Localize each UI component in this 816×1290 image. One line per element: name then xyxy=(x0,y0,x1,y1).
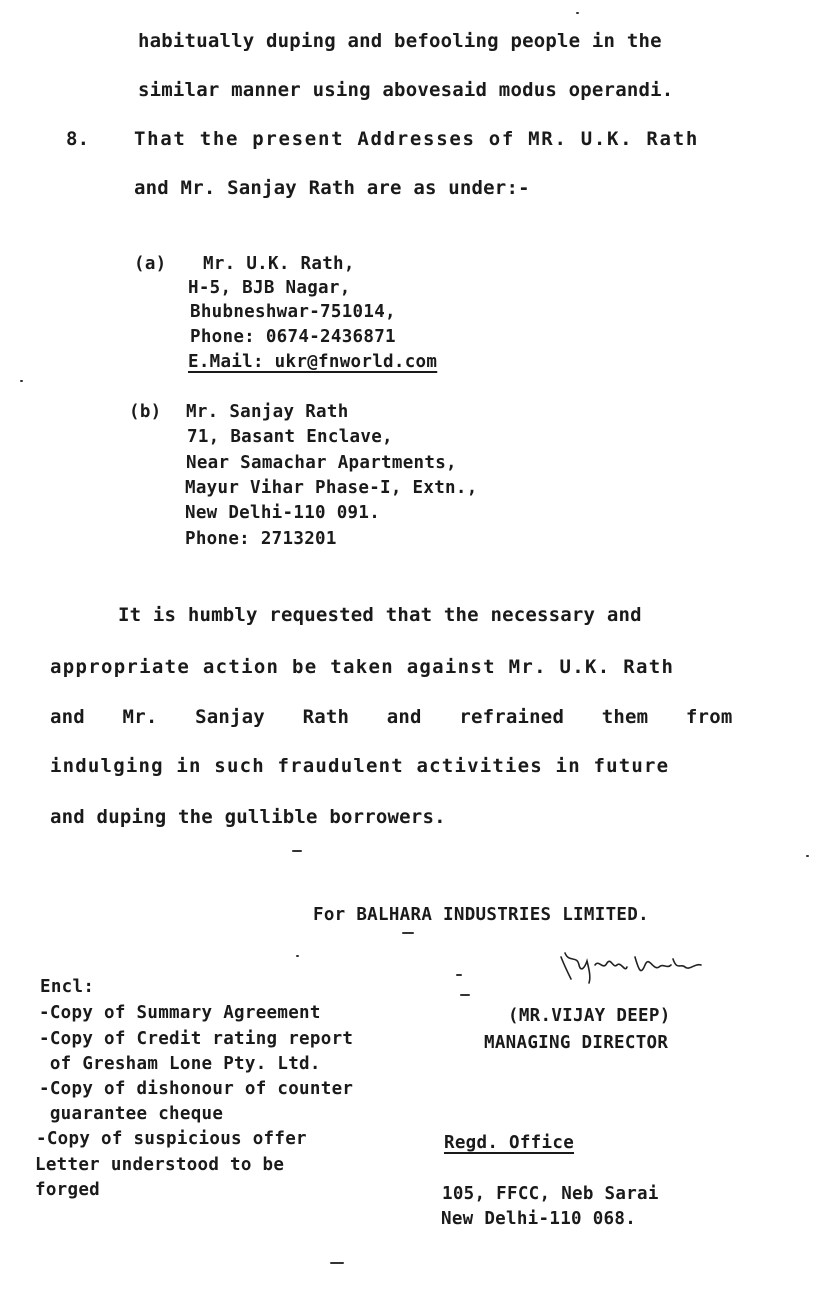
scan-speck xyxy=(20,380,23,382)
address-a-city: Bhubneshwar-751014, xyxy=(190,302,396,322)
paragraph-8-number: 8. xyxy=(66,128,90,150)
enclosure-item: Letter understood to be xyxy=(35,1155,285,1175)
request-line-1 xyxy=(118,604,760,626)
paragraph-7-text-2: similar manner using abovesaid modus operandi. xyxy=(138,79,674,101)
signatory-name: (MR.VIJAY DEEP) xyxy=(508,1006,671,1026)
address-b-city: New Delhi-110 091. xyxy=(185,503,381,523)
scan-speck xyxy=(330,1262,344,1264)
scan-speck xyxy=(460,994,470,996)
enclosure-item: -Copy of suspicious offer xyxy=(36,1129,307,1149)
enclosure-item: guarantee cheque xyxy=(39,1104,224,1124)
office-address-line-1: 105, FFCC, Neb Sarai xyxy=(442,1184,659,1204)
scan-speck xyxy=(296,955,299,957)
request-line-4: indulging in such fraudulent activities in future xyxy=(50,755,670,777)
address-a-street: H-5, BJB Nagar, xyxy=(188,278,351,298)
paragraph-7-line-2 xyxy=(138,79,673,101)
address-b-street: 71, Basant Enclave, xyxy=(187,427,393,447)
paragraph-7-text-1: habitually duping and befooling people in the xyxy=(138,30,662,52)
enclosure-item: of Gresham Lone Pty. Ltd. xyxy=(39,1054,321,1074)
scan-speck xyxy=(402,932,414,934)
address-b-landmark: Near Samachar Apartments, xyxy=(186,453,457,473)
paragraph-8-line-1: That the present Addresses of MR. U.K. Rath xyxy=(134,128,699,150)
enclosures-heading: Encl: xyxy=(40,977,95,997)
scan-speck xyxy=(806,855,809,857)
scan-speck xyxy=(576,12,579,14)
enclosure-item: -Copy of dishonour of counter xyxy=(39,1079,354,1099)
paragraph-7-line-1 xyxy=(138,30,778,52)
address-b-phone: Phone: 2713201 xyxy=(185,529,337,549)
scan-speck xyxy=(292,850,302,852)
enclosure-item: -Copy of Summary Agreement xyxy=(39,1003,321,1023)
scan-speck xyxy=(456,974,462,976)
office-address-line-2: New Delhi-110 068. xyxy=(441,1209,637,1229)
address-b-name: Mr. Sanjay Rath xyxy=(186,402,349,422)
handwritten-signature xyxy=(555,945,705,985)
company-signoff: For BALHARA INDUSTRIES LIMITED. xyxy=(313,905,649,925)
request-text-1: It is humbly requested that the necessary and xyxy=(118,604,642,626)
address-b-marker: (b) xyxy=(129,402,162,422)
address-a-marker: (a) xyxy=(134,254,167,274)
request-line-2: appropriate action be taken against Mr. U.K. Rath xyxy=(50,656,675,678)
address-a-name: Mr. U.K. Rath, xyxy=(203,254,355,274)
paragraph-8-line-2: and Mr. Sanjay Rath are as under:- xyxy=(134,177,530,199)
enclosure-item: forged xyxy=(35,1180,101,1200)
enclosure-item: -Copy of Credit rating report xyxy=(39,1029,354,1049)
request-line-3: and Mr. Sanjay Rath and refrained them from xyxy=(50,706,733,728)
address-a-phone: Phone: 0674-2436871 xyxy=(190,327,396,347)
office-heading: Regd. Office xyxy=(444,1133,575,1153)
address-b-locality: Mayur Vihar Phase-I, Extn., xyxy=(185,478,478,498)
address-a-email: E.Mail: ukr@fnworld.com xyxy=(188,352,438,372)
signatory-title: MANAGING DIRECTOR xyxy=(484,1033,669,1053)
request-line-5: and duping the gullible borrowers. xyxy=(50,806,446,828)
